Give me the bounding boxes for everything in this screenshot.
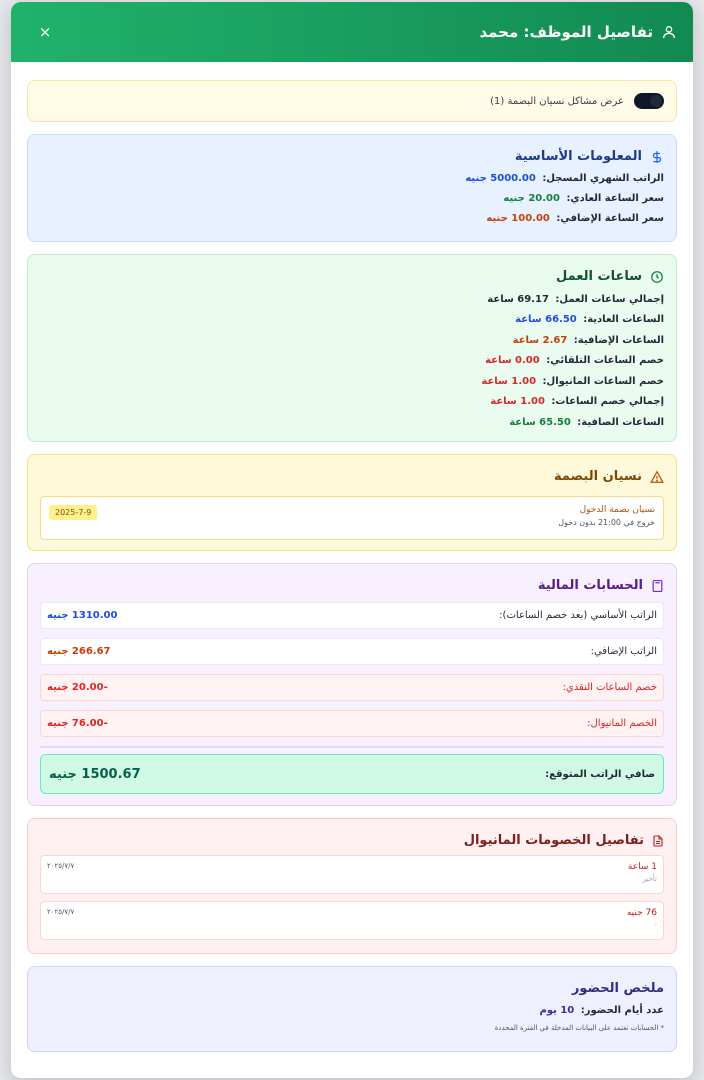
financial-divider — [40, 746, 664, 748]
deduction-item-text — [628, 862, 657, 887]
deduction-date: ٢٠٢٥/٧/٧ — [47, 908, 75, 916]
modal-title-wrap — [479, 23, 677, 41]
manual-deductions-card — [27, 818, 677, 954]
net-salary-label: صافي الراتب المتوقع: — [545, 768, 655, 780]
net-salary-box — [40, 754, 664, 794]
work-hours-title-text: ساعات العمل — [555, 269, 642, 284]
row-value: -20.00 جنيه — [47, 682, 108, 693]
deduction-note: - — [654, 921, 657, 929]
missing-punch-title-text: نسيان البصمة — [554, 469, 642, 484]
row-value: 20.00 جنيه — [503, 193, 560, 204]
dollar-icon — [650, 150, 664, 164]
row-label: عدد أيام الحضور: — [580, 1005, 664, 1016]
financial-row-hours-deduction — [40, 674, 664, 701]
deduction-item-text — [627, 908, 657, 933]
row-value: 266.67 جنيه — [47, 646, 111, 657]
financial-row-manual-deduction — [40, 710, 664, 737]
row-value: 0.00 ساعة — [485, 355, 540, 366]
row-value: 10 يوم — [539, 1005, 575, 1016]
manual-deductions-title — [40, 833, 664, 848]
hours-row-regular — [40, 314, 664, 325]
hours-row-overtime — [40, 335, 664, 346]
modal-title: تفاصيل الموظف: محمد — [479, 23, 653, 41]
row-label: إجمالي خصم الساعات: — [551, 396, 664, 407]
modal-content — [11, 62, 693, 1052]
row-label: خصم الساعات المانيوال: — [542, 375, 664, 387]
missing-punch-description: خروج في 21:00 بدون دخول — [558, 518, 655, 527]
info-row-overtime-rate — [40, 213, 664, 224]
row-value: 100.00 جنيه — [486, 213, 550, 224]
row-value: -76.00 جنيه — [47, 718, 108, 729]
close-button[interactable]: × — [38, 23, 52, 41]
missing-punch-type: نسيان بصمة الدخول — [579, 505, 655, 515]
deduction-amount: 1 ساعة — [627, 862, 657, 872]
row-label: سعر الساعة الإضافي: — [556, 213, 664, 224]
row-label: الساعات الصافية: — [577, 416, 664, 428]
missing-punch-item — [40, 496, 664, 540]
financial-row-base-salary — [40, 602, 664, 629]
document-icon — [652, 834, 664, 848]
row-value: 1310.00 جنيه — [47, 610, 118, 621]
deduction-item — [40, 855, 664, 894]
row-value: 69.17 ساعة — [487, 293, 549, 305]
financial-card — [27, 563, 677, 806]
row-value: 65.50 ساعة — [509, 416, 571, 428]
hours-row-manual-deduction — [40, 376, 664, 387]
missing-punch-toggle-switch[interactable] — [634, 93, 664, 109]
attendance-summary-title: ملخص الحضور — [571, 981, 664, 996]
deduction-amount: 76 جنيه — [626, 908, 657, 918]
manual-deductions-title-text: تفاصيل الخصومات المانيوال — [463, 833, 644, 848]
row-value: 5000.00 جنيه — [465, 173, 536, 184]
financial-title-text: الحسابات المالية — [537, 578, 643, 593]
modal-header — [11, 2, 693, 62]
missing-punch-toggle-label: عرض مشاكل نسيان البصمة (1) — [490, 95, 624, 107]
deduction-note: تأخير — [642, 875, 657, 883]
hours-row-total-deduction — [40, 396, 664, 407]
deduction-date: ٢٠٢٥/٧/٧ — [47, 862, 75, 870]
row-value: 1.00 ساعة — [481, 375, 537, 387]
missing-punch-title — [40, 469, 664, 484]
work-hours-title — [40, 269, 664, 284]
calculator-icon — [651, 579, 664, 593]
basic-info-card — [27, 134, 677, 242]
basic-info-title-text: المعلومات الأساسية — [514, 149, 642, 164]
info-row-monthly-salary — [40, 173, 664, 184]
attendance-days-row — [40, 1005, 664, 1016]
hours-row-auto-deduction — [40, 355, 664, 366]
missing-punch-card — [27, 454, 677, 551]
deduction-item — [40, 901, 664, 940]
row-label: إجمالي ساعات العمل: — [555, 293, 664, 305]
row-label: الراتب الشهري المسجل: — [542, 173, 664, 184]
warning-icon — [650, 470, 664, 484]
row-label: الراتب الأساسي (بعد خصم الساعات): — [499, 610, 657, 621]
work-hours-card — [27, 254, 677, 442]
row-label: الساعات الإضافية: — [573, 334, 664, 346]
info-row-regular-rate — [40, 193, 664, 204]
row-label: الراتب الإضافي: — [590, 646, 657, 657]
row-label: سعر الساعة العادي: — [566, 193, 664, 204]
financial-title — [40, 578, 664, 593]
attendance-note: * الحسابات تعتمد على البيانات المدخلة في الفترة المحددة — [494, 1024, 664, 1032]
row-value: 2.67 ساعة — [512, 334, 568, 346]
clock-icon — [650, 270, 664, 284]
missing-punch-item-text — [558, 505, 655, 527]
attendance-summary-card — [27, 966, 677, 1052]
financial-row-overtime-salary — [40, 638, 664, 665]
basic-info-title — [40, 149, 664, 164]
net-salary-value: 1500.67 جنيه — [49, 766, 141, 782]
row-value: 1.00 ساعة — [490, 396, 545, 407]
user-icon — [661, 24, 677, 40]
hours-row-net — [40, 417, 664, 428]
row-label: خصم الساعات التلقائي: — [546, 355, 664, 366]
row-label: الخصم المانيوال: — [587, 718, 657, 729]
row-label: الساعات العادية: — [583, 314, 664, 325]
row-label: خصم الساعات النقدي: — [562, 682, 657, 693]
hours-row-total — [40, 294, 664, 305]
row-value: 66.50 ساعة — [515, 314, 577, 325]
missing-punch-toggle-card — [27, 80, 677, 122]
employee-details-modal — [11, 2, 693, 1078]
missing-punch-date-badge: 2025-7-9 — [49, 505, 97, 520]
